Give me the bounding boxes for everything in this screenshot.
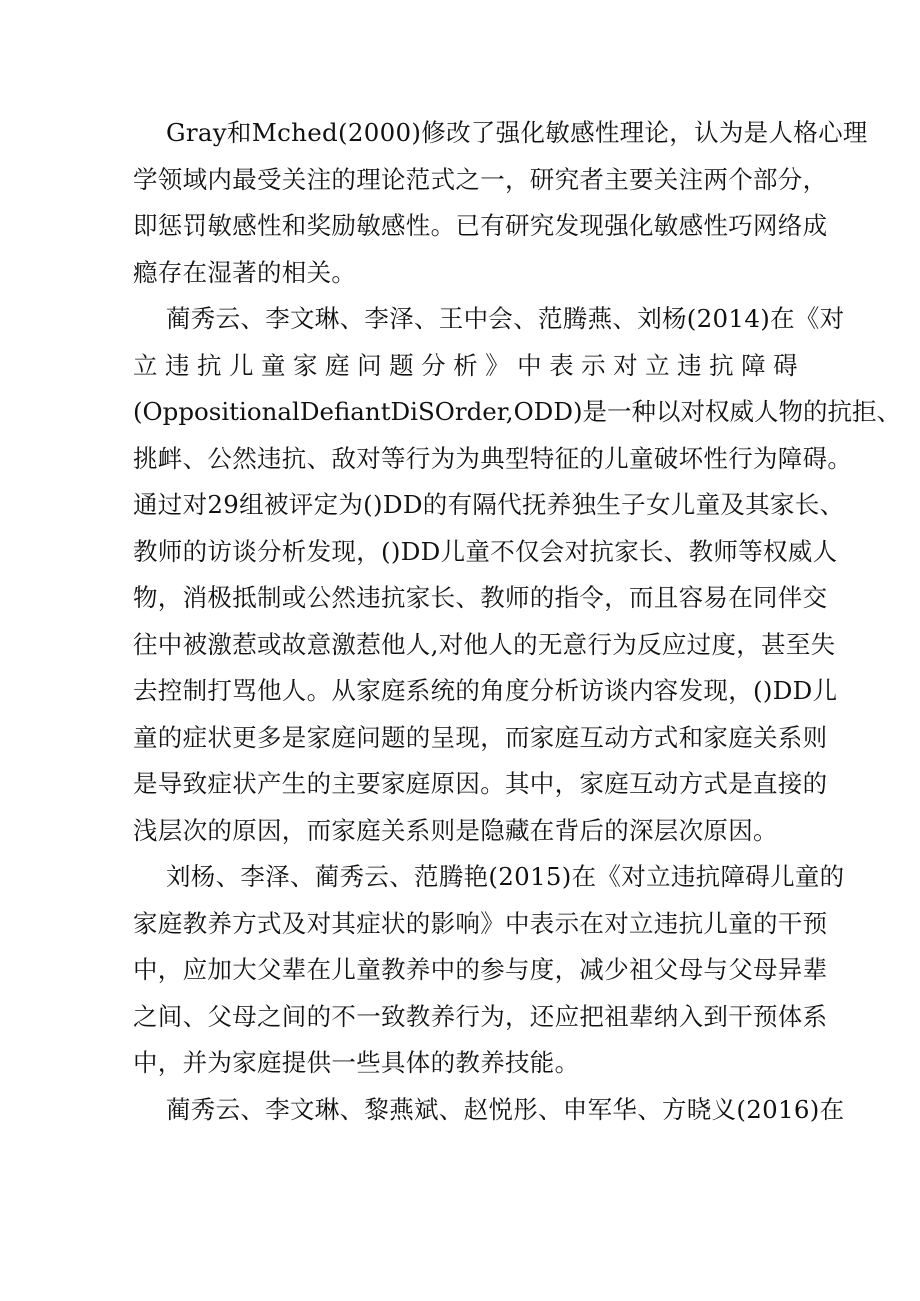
paragraph-line: 挑衅、公然违抗、敌对等行为为典型特征的儿童破坏性行为障碍。 [133, 443, 853, 473]
paragraph-line: 去控制打骂他人。从家庭系统的角度分析访谈内容发现，()DD儿 [133, 676, 838, 705]
paragraph-4 [133, 1087, 845, 1134]
paragraph-line: 即惩罚敏感性和奖励敏感性。已有研究发现强化敏感性巧网络成 [133, 211, 828, 240]
paragraph-2 [133, 296, 902, 854]
paragraph-line: 家庭教养方式及对其症状的影响》中表示在对立违抗儿童的干预 [133, 908, 828, 938]
paragraph-line: 中，并为家庭提供一些具体的教养技能。 [133, 1048, 580, 1077]
paragraph-line: 是导致症状产生的主要家庭原因。其中，家庭互动方式是直接的 [133, 769, 828, 798]
paragraph-line: 立违抗儿童家庭问题分析》中表示对立违抗障碍 [133, 350, 798, 380]
paragraph-line: 物，消极抵制或公然违抗家长、教师的指令，而且容易在同伴交 [133, 583, 828, 612]
paragraph-line: 蔺秀云、李文琳、李泽、王中会、范腾燕、刘杨(2014)在《对 [166, 304, 845, 333]
paragraph-line: 蔺秀云、李文琳、黎燕斌、赵悦彤、申军华、方晓义(2016)在 [166, 1094, 845, 1124]
paragraph-line: 瘾存在湿著的相关。 [133, 257, 357, 287]
paragraph-line: 中，应加大父辈在儿童教养中的参与度，减少祖父母与父母异辈 [133, 955, 828, 984]
document-body [133, 110, 902, 1133]
paragraph-line: 通过对29组被评定为()DD的有隔代抚养独生子女儿童及其家长、 [133, 490, 845, 519]
paragraph-line: 童的症状更多是家庭问题的呈现，而家庭互动方式和家庭关系则 [133, 722, 828, 752]
paragraph-line: 浅层次的原因，而家庭关系则是隐藏在背后的深层次原因。 [133, 815, 778, 845]
paragraph-line: 学领域内最受关注的理论范式之一，研究者主要关注两个部分， [133, 164, 828, 194]
paragraph-line: 往中被激惹或故意激惹他人,对他人的无意行为反应过度，甚至失 [133, 629, 836, 659]
paragraph-line: 刘杨、李泽、蔺秀云、范腾艳(2015)在《对立违抗障碍儿童的 [166, 862, 845, 891]
paragraph-3 [133, 854, 845, 1087]
paragraph-line: (OppositionalDefiantDiSOrder,ODD)是一种以对权威人物的抗拒、 [133, 397, 902, 426]
paragraph-line: 教师的访谈分析发现，()DD儿童不仅会对抗家长、教师等权威人 [133, 536, 838, 566]
paragraph-line: 之间、父母之间的不一致教养行为，还应把祖辈纳入到干预体系 [133, 1001, 828, 1031]
paragraph-line: Gray和Mched(2000)修改了强化敏感性理论，认为是人格心理 [166, 118, 868, 147]
paragraph-1 [133, 110, 868, 296]
